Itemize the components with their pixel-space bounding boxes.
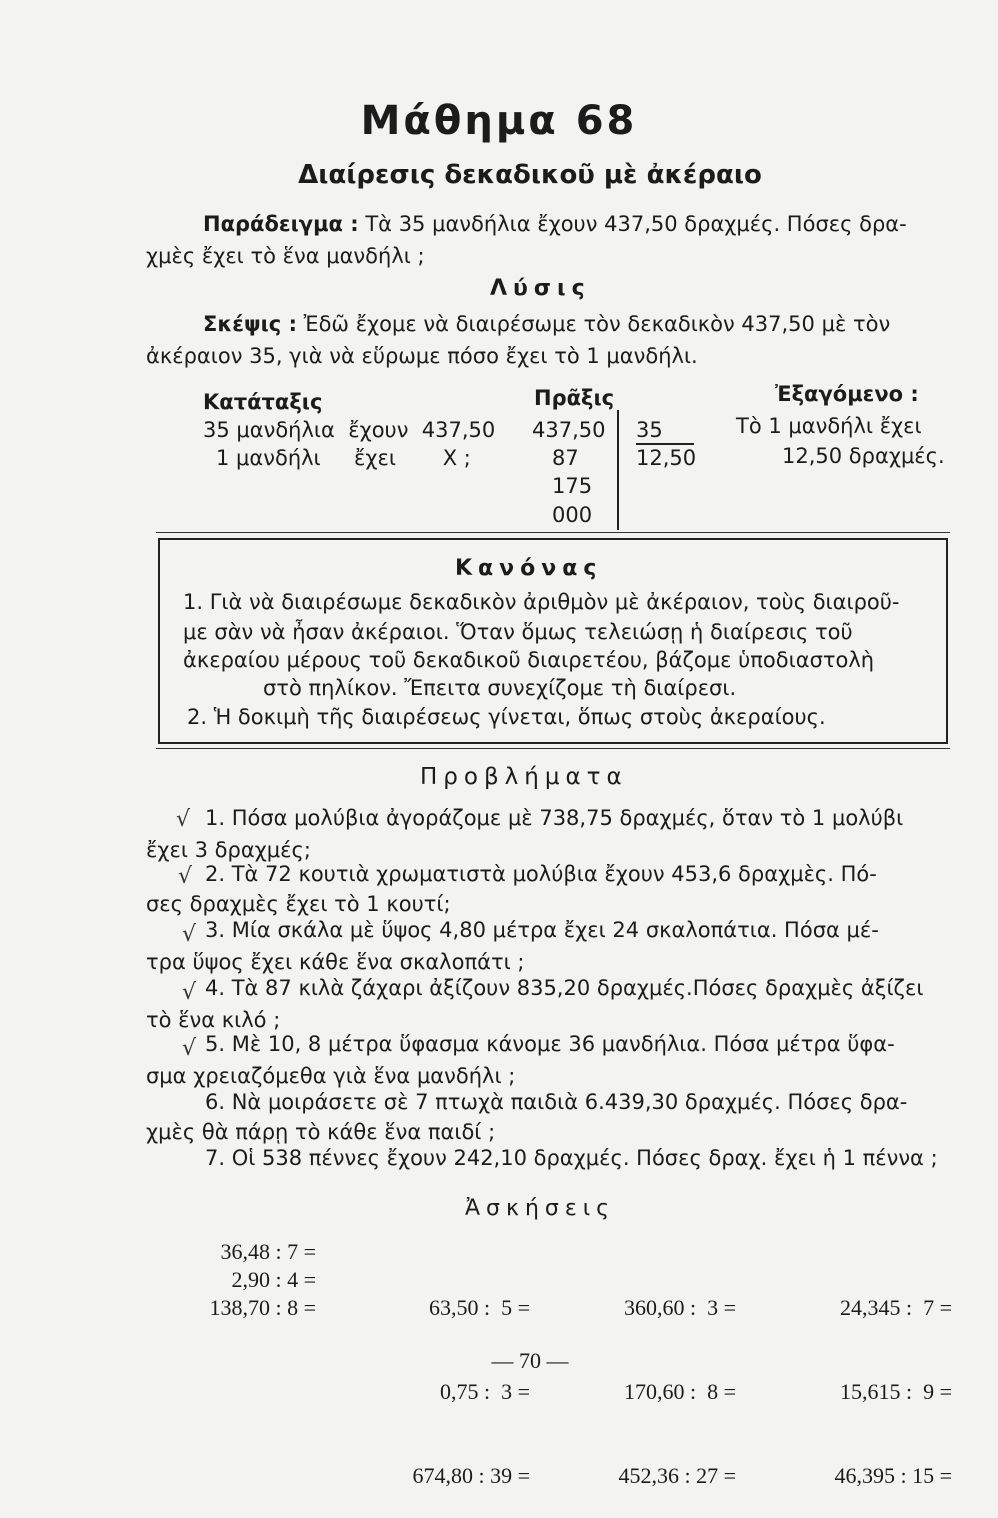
arrangement-row1: 35 μανδήλια ἔχουν 437,50 — [203, 418, 496, 442]
problem-3-line1: 3. Μία σκάλα μὲ ὕψος 4,80 μέτρα ἔχει 24 σκαλοπάτια. Πόσα μέ- — [205, 918, 879, 942]
thought-text-line1: Ἐδῶ ἔχομε νὰ διαιρέσωμε τὸν δεκαδικὸν 437,50 μὲ τὸν — [303, 312, 891, 336]
exercise-column-2 — [368, 1238, 530, 1518]
exercise-item: 63,50 : 5 = — [428, 1295, 530, 1320]
division-quotient: 12,50 — [636, 446, 697, 470]
exercises-heading: Ἀσκήσεις — [465, 1196, 616, 1221]
example-label: Παράδειγμα : — [203, 212, 359, 236]
rule-line1: 1. Γιὰ νὰ διαιρέσωμε δεκαδικὸν ἀριθμὸν μὲ ἀκέραιον, τοὺς διαιροῦ- — [183, 590, 900, 614]
division-step2: 175 — [552, 474, 593, 498]
arrangement-header: Κατάταξις — [203, 390, 323, 414]
thought-label: Σκέψις : — [203, 312, 297, 336]
result-header: Ἐξαγόμενο : — [775, 382, 919, 406]
problems-heading: Προβλήματα — [420, 764, 628, 790]
rule-line5: 2. Ἡ δοκιμὴ τῆς διαιρέσεως γίνεται, ὅπως στοὺς ἀκεραίους. — [187, 705, 826, 729]
problem-1-line2: ἔχει 3 δραχμές; — [146, 838, 311, 862]
check-mark-icon: √ — [182, 980, 197, 1005]
exercise-item: 15,615 : 9 = — [839, 1379, 952, 1404]
division-dividend: 437,50 — [532, 418, 606, 442]
problem-7-line1: 7. Οἱ 538 πέννες ἔχουν 242,10 δραχμές. Πόσες δραχ. ἔχει ἡ 1 πέννα ; — [205, 1146, 938, 1170]
exercise-item: 674,80 : 39 = — [412, 1463, 530, 1488]
example-text-line1: Τὰ 35 μανδήλια ἔχουν 437,50 δραχμές. Πόσες δρα- — [365, 212, 907, 236]
rule-line3: ἀκεραίου μέρους τοῦ δεκαδικοῦ διαιρετέου, βάζομε ὑποδιαστολὴ — [183, 648, 875, 672]
thought-text-line2: ἀκέραιον 35, γιὰ νὰ εὕρωμε πόσο ἔχει τὸ 1 μανδήλι. — [146, 344, 698, 368]
division-step3: 000 — [552, 503, 593, 527]
division-divisor: 35 — [636, 418, 663, 442]
exercise-item: 138,70 : 8 = — [209, 1295, 316, 1320]
lesson-title: Μάθημα 68 — [360, 98, 638, 144]
result-row1: Τὸ 1 μανδήλι ἔχει — [736, 414, 922, 438]
exercise-column-4 — [780, 1238, 952, 1518]
example-paragraph — [203, 212, 907, 236]
problem-2-line1: 2. Τὰ 72 κουτιὰ χρωματιστὰ μολύβια ἔχουν 453,6 δραχμὲς. Πό- — [205, 862, 877, 886]
exercise-item: 0,75 : 3 = — [439, 1379, 530, 1404]
exercise-item: 360,60 : 3 = — [623, 1295, 736, 1320]
problem-2-line2: σες δραχμὲς ἔχει τὸ 1 κουτί; — [146, 892, 451, 916]
example-text-line2: χμὲς ἔχει τὸ ἕνα μανδήλι ; — [146, 244, 425, 268]
rule-heading: Κανόνας — [455, 556, 603, 581]
lesson-subtitle: Διαίρεσις δεκαδικοῦ μὲ ἀκέραιο — [298, 160, 762, 190]
problem-5-line1: 5. Μὲ 10, 8 μέτρα ὕφασμα κάνομε 36 μανδήλια. Πόσα μέτρα ὕφα- — [205, 1032, 895, 1056]
exercise-column-3 — [566, 1238, 736, 1518]
problem-3-line2: τρα ὕψος ἔχει κάθε ἕνα σκαλοπάτι ; — [146, 950, 525, 974]
problem-1-line1: 1. Πόσα μολύβια ἀγοράζομε μὲ 738,75 δραχμές, ὅταν τὸ 1 μολύβι — [205, 806, 904, 830]
solution-heading: Λύσις — [490, 276, 591, 301]
problem-4-line1: 4. Τὰ 87 κιλὰ ζάχαρι ἀξίζουν 835,20 δραχμές.Πόσες δραχμὲς ἀξίζει — [205, 976, 924, 1000]
result-row2: 12,50 δραχμές. — [782, 444, 945, 468]
exercise-item: 452,36 : 27 = — [618, 1463, 736, 1488]
check-mark-icon: √ — [176, 807, 191, 832]
thought-paragraph — [203, 312, 890, 336]
operation-header: Πρᾶξις — [534, 386, 615, 410]
exercise-item: 170,60 : 8 = — [623, 1379, 736, 1404]
exercise-item: 2,90 : 4 = — [231, 1267, 316, 1292]
division-vertical-line — [617, 410, 619, 530]
problem-6-line1: 6. Νὰ μοιράσετε σὲ 7 πτωχὰ παιδιὰ 6.439,30 δραχμές. Πόσες δρα- — [205, 1090, 908, 1114]
rule-line2: με σὰν νὰ ἦσαν ἀκέραιοι. Ὅταν ὅμως τελειώσῃ ἡ διαίρεσις τοῦ — [183, 620, 853, 644]
exercise-column-1 — [176, 1238, 316, 1322]
exercise-item: 36,48 : 7 = — [220, 1239, 316, 1264]
exercise-item: 46,395 : 15 = — [834, 1463, 952, 1488]
problem-6-line2: χμὲς θὰ πάρῃ τὸ κάθε ἕνα παιδί ; — [146, 1120, 496, 1144]
division-underline — [636, 443, 694, 445]
problem-5-line2: σμα χρειαζόμεθα γιὰ ἕνα μανδήλι ; — [146, 1064, 516, 1088]
exercise-item: 24,345 : 7 = — [839, 1295, 952, 1320]
problem-4-line2: τὸ ἕνα κιλό ; — [146, 1008, 281, 1032]
check-mark-icon: √ — [182, 1036, 197, 1061]
check-mark-icon: √ — [182, 922, 197, 947]
rule-line4: στὸ πηλίκον. Ἔπειτα συνεχίζομε τὴ διαίρεσι. — [263, 676, 737, 700]
arrangement-row2: 1 μανδήλι ἔχει Χ ; — [216, 446, 471, 470]
check-mark-icon: √ — [178, 864, 193, 889]
page-number: — 70 — — [491, 1348, 569, 1373]
division-step1: 87 — [552, 446, 579, 470]
